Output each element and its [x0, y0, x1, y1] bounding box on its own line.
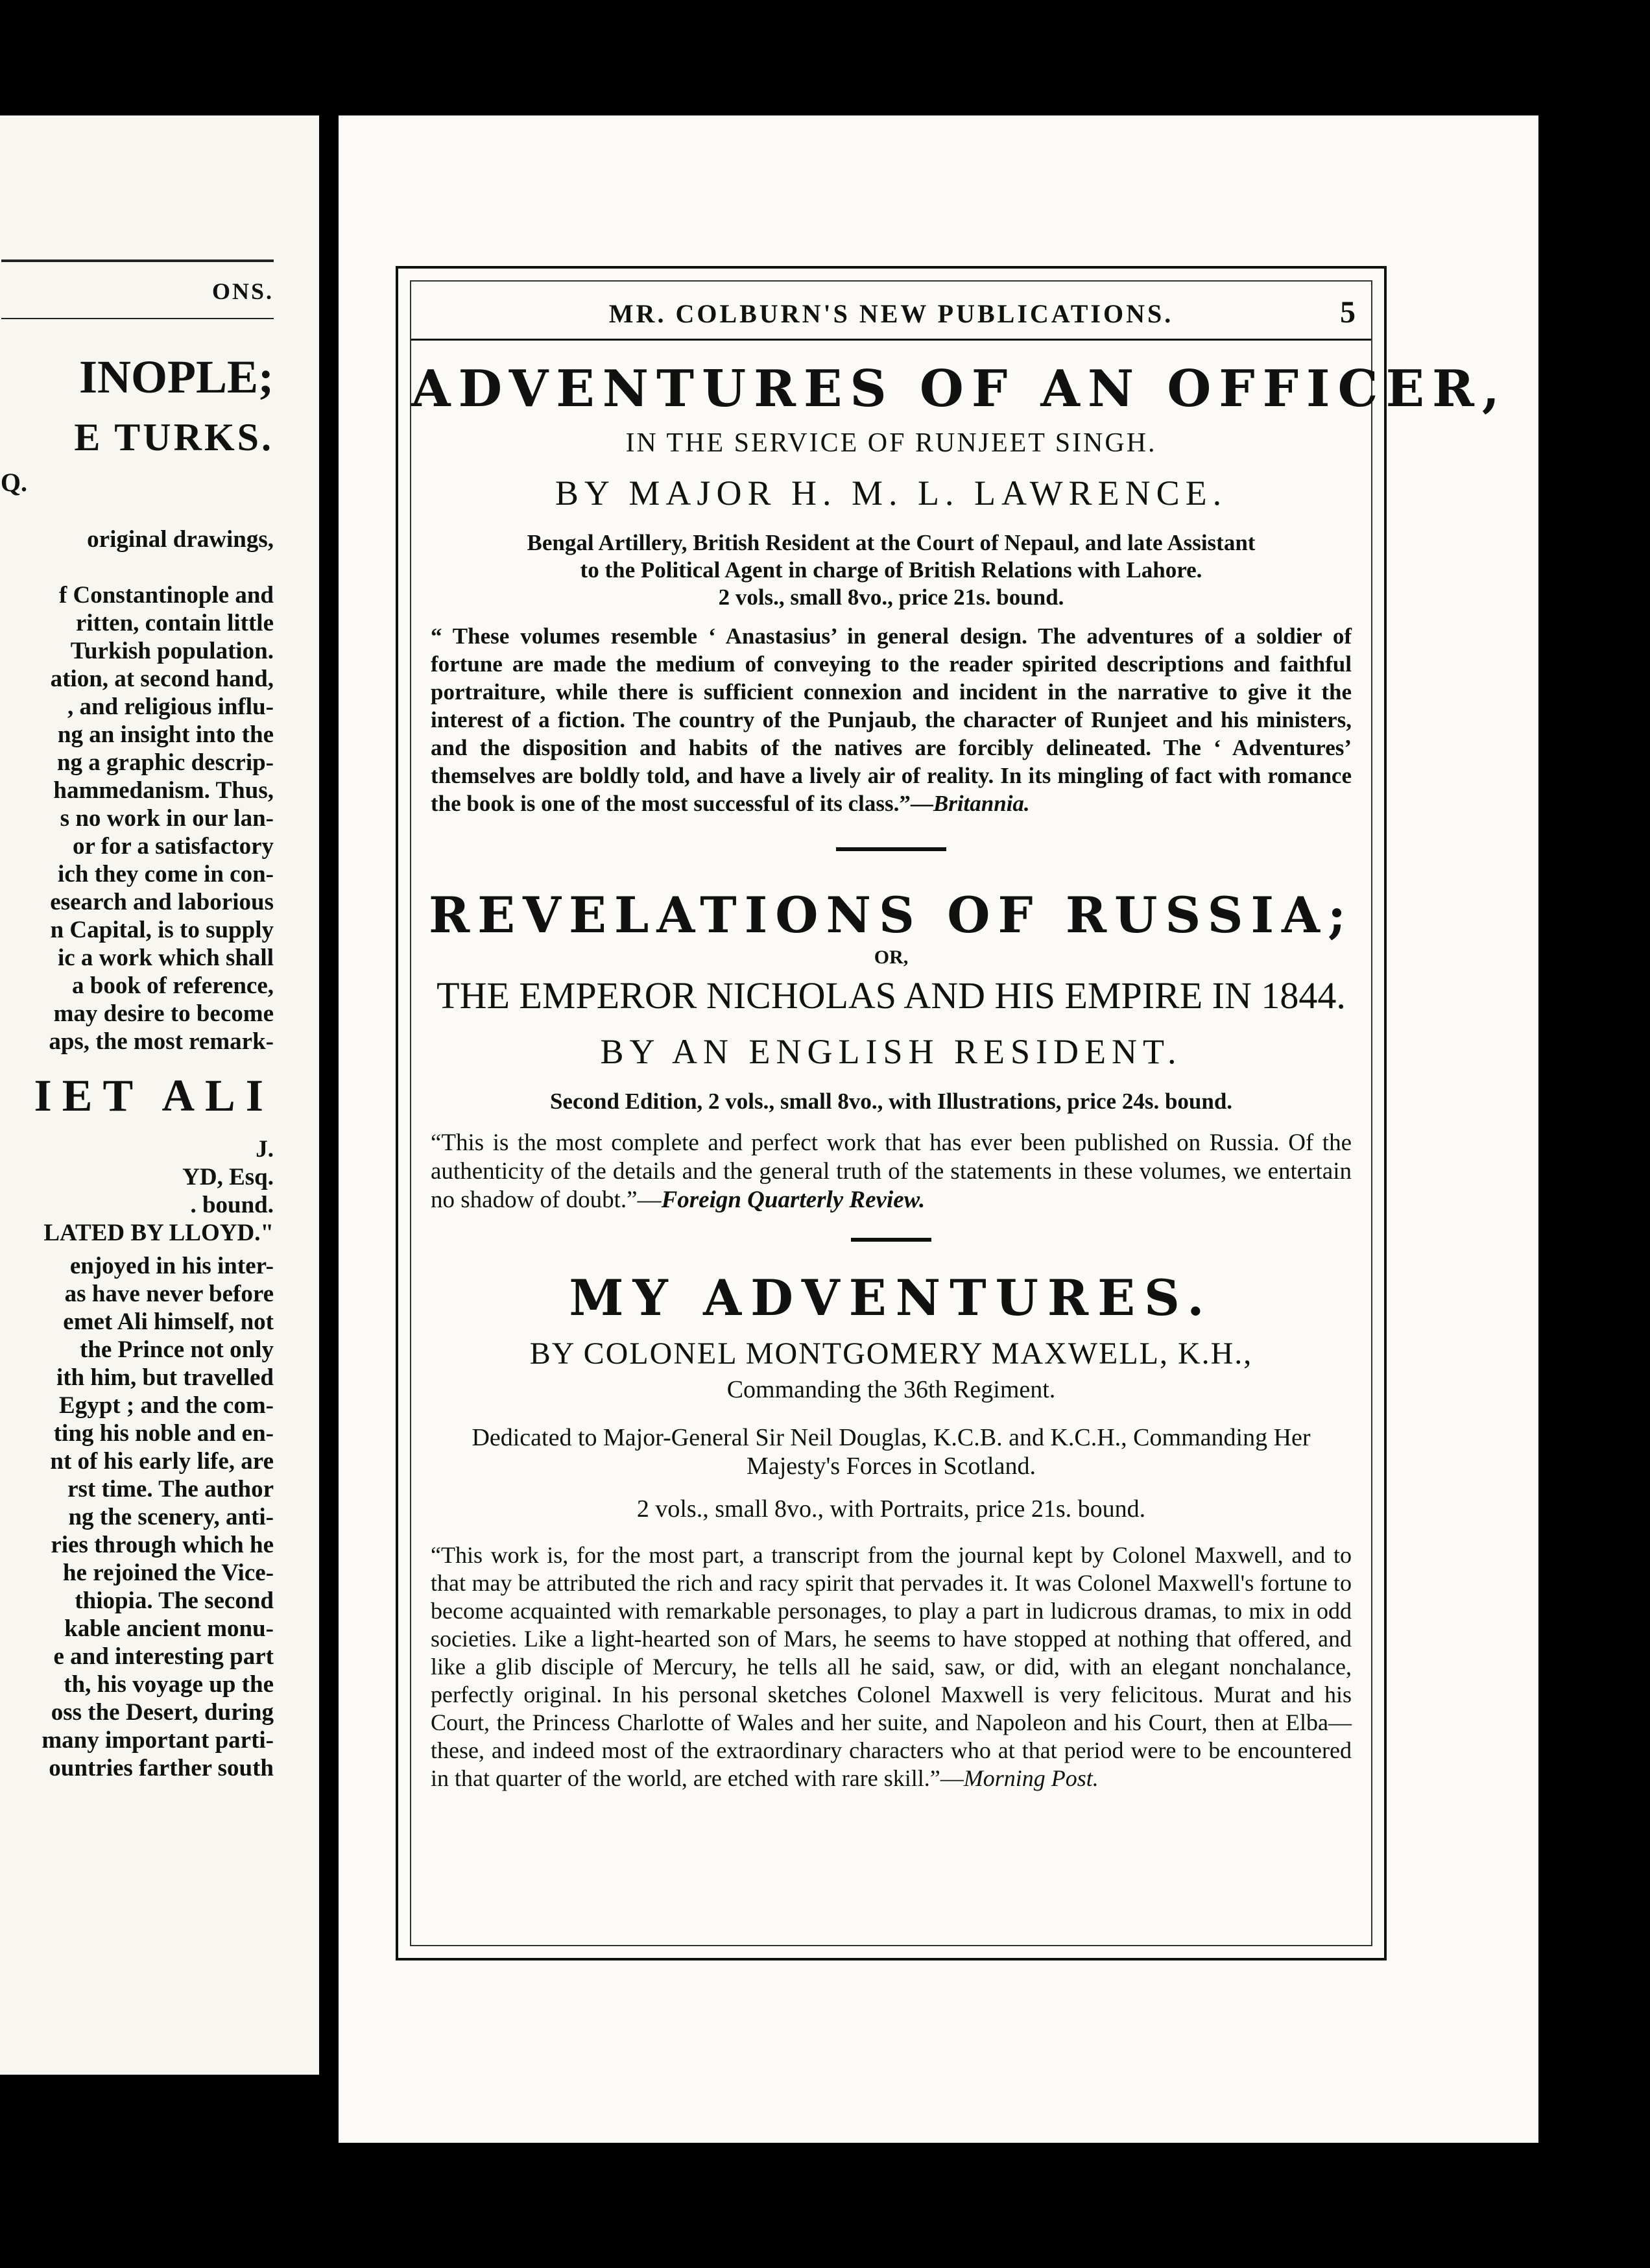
book1-review — [431, 622, 1352, 817]
left-text-line: ic a work which shall — [57, 945, 274, 971]
left-text-line: enjoyed in his inter- — [69, 1253, 274, 1279]
book1-title: ADVENTURES OF AN OFFICER, — [411, 359, 1508, 418]
book1-author: BY MAJOR H. M. L. LAWRENCE. — [555, 474, 1228, 513]
book1-description-line1: Bengal Artillery, British Resident at the Court of Nepaul, and late Assistant — [527, 530, 1256, 555]
left-text-line: , and religious influ- — [67, 694, 274, 720]
section-divider-1 — [836, 847, 946, 851]
book3-author: BY COLONEL MONTGOMERY MAXWELL, K.H., — [529, 1336, 1253, 1371]
left-facing-page — [0, 115, 319, 2075]
page-frame-inner — [410, 280, 1508, 1946]
left-text-line: the Prince not only — [79, 1336, 274, 1363]
left-text-line: ng a graphic descrip- — [56, 749, 274, 776]
left-text-line — [1, 553, 274, 581]
book2-or: OR, — [874, 947, 909, 968]
left-text-line: nt of his early life, are — [50, 1448, 274, 1475]
left-text-line: ich they come in con- — [58, 861, 274, 887]
left-text-line: may desire to become — [53, 1000, 274, 1027]
book2-title: REVELATIONS OF RUSSIA; — [428, 886, 1354, 944]
left-paragraph-2 — [1, 1252, 274, 1782]
left-text-line: n Capital, is to supply — [50, 917, 274, 943]
left-heading-1: INOPLE; — [78, 351, 274, 403]
left-text-line: aps, the most remark- — [49, 1028, 274, 1055]
left-text-line: th, his voyage up the — [64, 1671, 274, 1698]
left-running-head: ONS. — [211, 278, 274, 304]
book3-price: 2 vols., small 8vo., with Portraits, price 21s. bound. — [636, 1495, 1146, 1523]
left-text-line: ountries farther south — [49, 1755, 274, 1781]
book2-review-source: Foreign Quarterly Review. — [661, 1187, 926, 1213]
left-text-line: kable ancient monu- — [64, 1615, 274, 1642]
book3-rank: Commanding the 36th Regiment. — [726, 1376, 1056, 1403]
left-text-line: ting his noble and en- — [53, 1420, 274, 1447]
left-text-line: e and interesting part — [53, 1643, 274, 1670]
left-subheading-line: . bound. — [190, 1192, 274, 1218]
left-text-line: f Constantinople and — [58, 582, 274, 609]
book3-review-source: Morning Post. — [963, 1765, 1099, 1791]
left-text-line: many important parti- — [42, 1727, 274, 1754]
running-head — [411, 282, 1371, 341]
left-text-line: ith him, but travelled — [56, 1364, 274, 1391]
left-text-line: emet Ali himself, not — [63, 1309, 274, 1335]
left-subheading-line: LATED BY LLOYD." — [43, 1220, 274, 1246]
left-text-line: oss the Desert, during — [51, 1699, 274, 1726]
left-text-line: ation, at second hand, — [50, 666, 274, 692]
left-heading-4: IET ALI — [34, 1071, 274, 1121]
left-text-line: rst time. The author — [67, 1476, 274, 1502]
left-text-line: Turkish population. — [70, 638, 274, 664]
book3-dedication: Dedicated to Major-General Sir Neil Douglas, K.C.B. and K.C.H., Commanding Her Majesty's Forces in Scotland. — [472, 1424, 1311, 1480]
page-number: 5 — [1340, 295, 1356, 330]
left-head-rule-top — [1, 259, 274, 262]
left-text-line: he rejoined the Vice- — [62, 1560, 274, 1586]
left-text-line: Egypt ; and the com- — [59, 1392, 274, 1419]
left-subheading-line: YD, Esq. — [182, 1164, 274, 1190]
book1-description-line2: to the Political Agent in charge of British Relations with Lahore. — [580, 557, 1202, 583]
book3-title: MY ADVENTURES. — [569, 1269, 1214, 1327]
left-head-rule-bottom — [1, 318, 274, 319]
book2-review-text: “This is the most complete and perfect work that has ever been published on Russia. Of the authenticity of the details and the general truth of the statements in these volumes, we entertain no shadow of doubt.”— — [431, 1129, 1352, 1213]
book3-review-text: “This work is, for the most part, a transcript from the journal kept by Colonel Maxwell, and to that may be attributed the rich and racy spirit that pervades it. It was Colonel Maxwell's fortune to become acquainted with remarkable personages, to play a part in ludicrous dramas, to mix in odd societies. Like a light-hearted son of Mars, he seems to have stopped at nothing that offered, and like a glib disciple of Mercury, he tells all he said, saw, or did, with an elegant nonchalance, perfectly original. In his personal sketches Colonel Maxwell is very felicitous. Murat and his Court, the Princess Charlotte of Wales and her suite, and Napoleon and his Court, then at Elba—these, and indeed most of the extraordinary characters who at that period were to be encountered in that quarter of the world, are etched with rare skill.”— — [431, 1542, 1352, 1791]
left-text-line: original drawings, — [87, 526, 274, 553]
book2-subtitle: THE EMPEROR NICHOLAS AND HIS EMPIRE IN 1844. — [436, 974, 1346, 1017]
book1-price: 2 vols., small 8vo., price 21s. bound. — [718, 585, 1064, 610]
left-text-line: a book of reference, — [72, 972, 274, 999]
left-text-line: as have never before — [64, 1281, 274, 1307]
running-head-title: MR. COLBURN'S NEW PUBLICATIONS. — [608, 299, 1174, 328]
book2-author: BY AN ENGLISH RESIDENT. — [600, 1032, 1182, 1071]
book1-subtitle: IN THE SERVICE OF RUNJEET SINGH. — [625, 428, 1157, 458]
left-text-line: or for a satisfactory — [73, 833, 274, 860]
left-text-line: thiopia. The second — [75, 1587, 274, 1614]
left-text-line: hammedanism. Thus, — [53, 777, 274, 804]
left-text-line: ng an insight into the — [57, 721, 274, 748]
left-heading-2: E TURKS. — [74, 416, 274, 459]
left-text-line: esearch and laborious — [50, 889, 274, 915]
left-text-line: ng the scenery, anti- — [68, 1504, 274, 1530]
left-subheading-block — [1, 1135, 274, 1247]
left-text-line: ries through which he — [51, 1532, 274, 1558]
left-paragraph-1 — [1, 525, 274, 1056]
left-text-line: ritten, contain little — [75, 610, 274, 636]
book1-review-source: Britannia. — [933, 791, 1030, 816]
page-content — [411, 346, 1508, 1792]
book2-edition: Second Edition, 2 vols., small 8vo., with Illustrations, price 24s. bound. — [549, 1089, 1233, 1114]
book1-review-text: “ These volumes resemble ‘ Anastasius’ in general design. The adventures of a soldier of fortune are made the medium of conveying to the reader spirited descriptions and faithful portraiture, while there is sufficient connexion and incident in the narrative to give it the interest of a fiction. The country of the Punjaub, the character of Runjeet and his ministers, and the disposition and habits of the natives are forcibly delineated. The ‘ Adventures’ themselves are boldly told, and have a lively air of reality. In its mingling of fact with romance the book is one of the most successful of its class.”— — [431, 623, 1352, 816]
book2-review — [431, 1129, 1352, 1214]
book3-review — [431, 1541, 1352, 1792]
page-frame — [396, 266, 1508, 1960]
left-heading-3: Q. — [0, 468, 27, 497]
section-divider-2 — [851, 1238, 931, 1242]
left-subheading-line: J. — [256, 1136, 274, 1163]
left-text-line: s no work in our lan- — [60, 805, 274, 832]
